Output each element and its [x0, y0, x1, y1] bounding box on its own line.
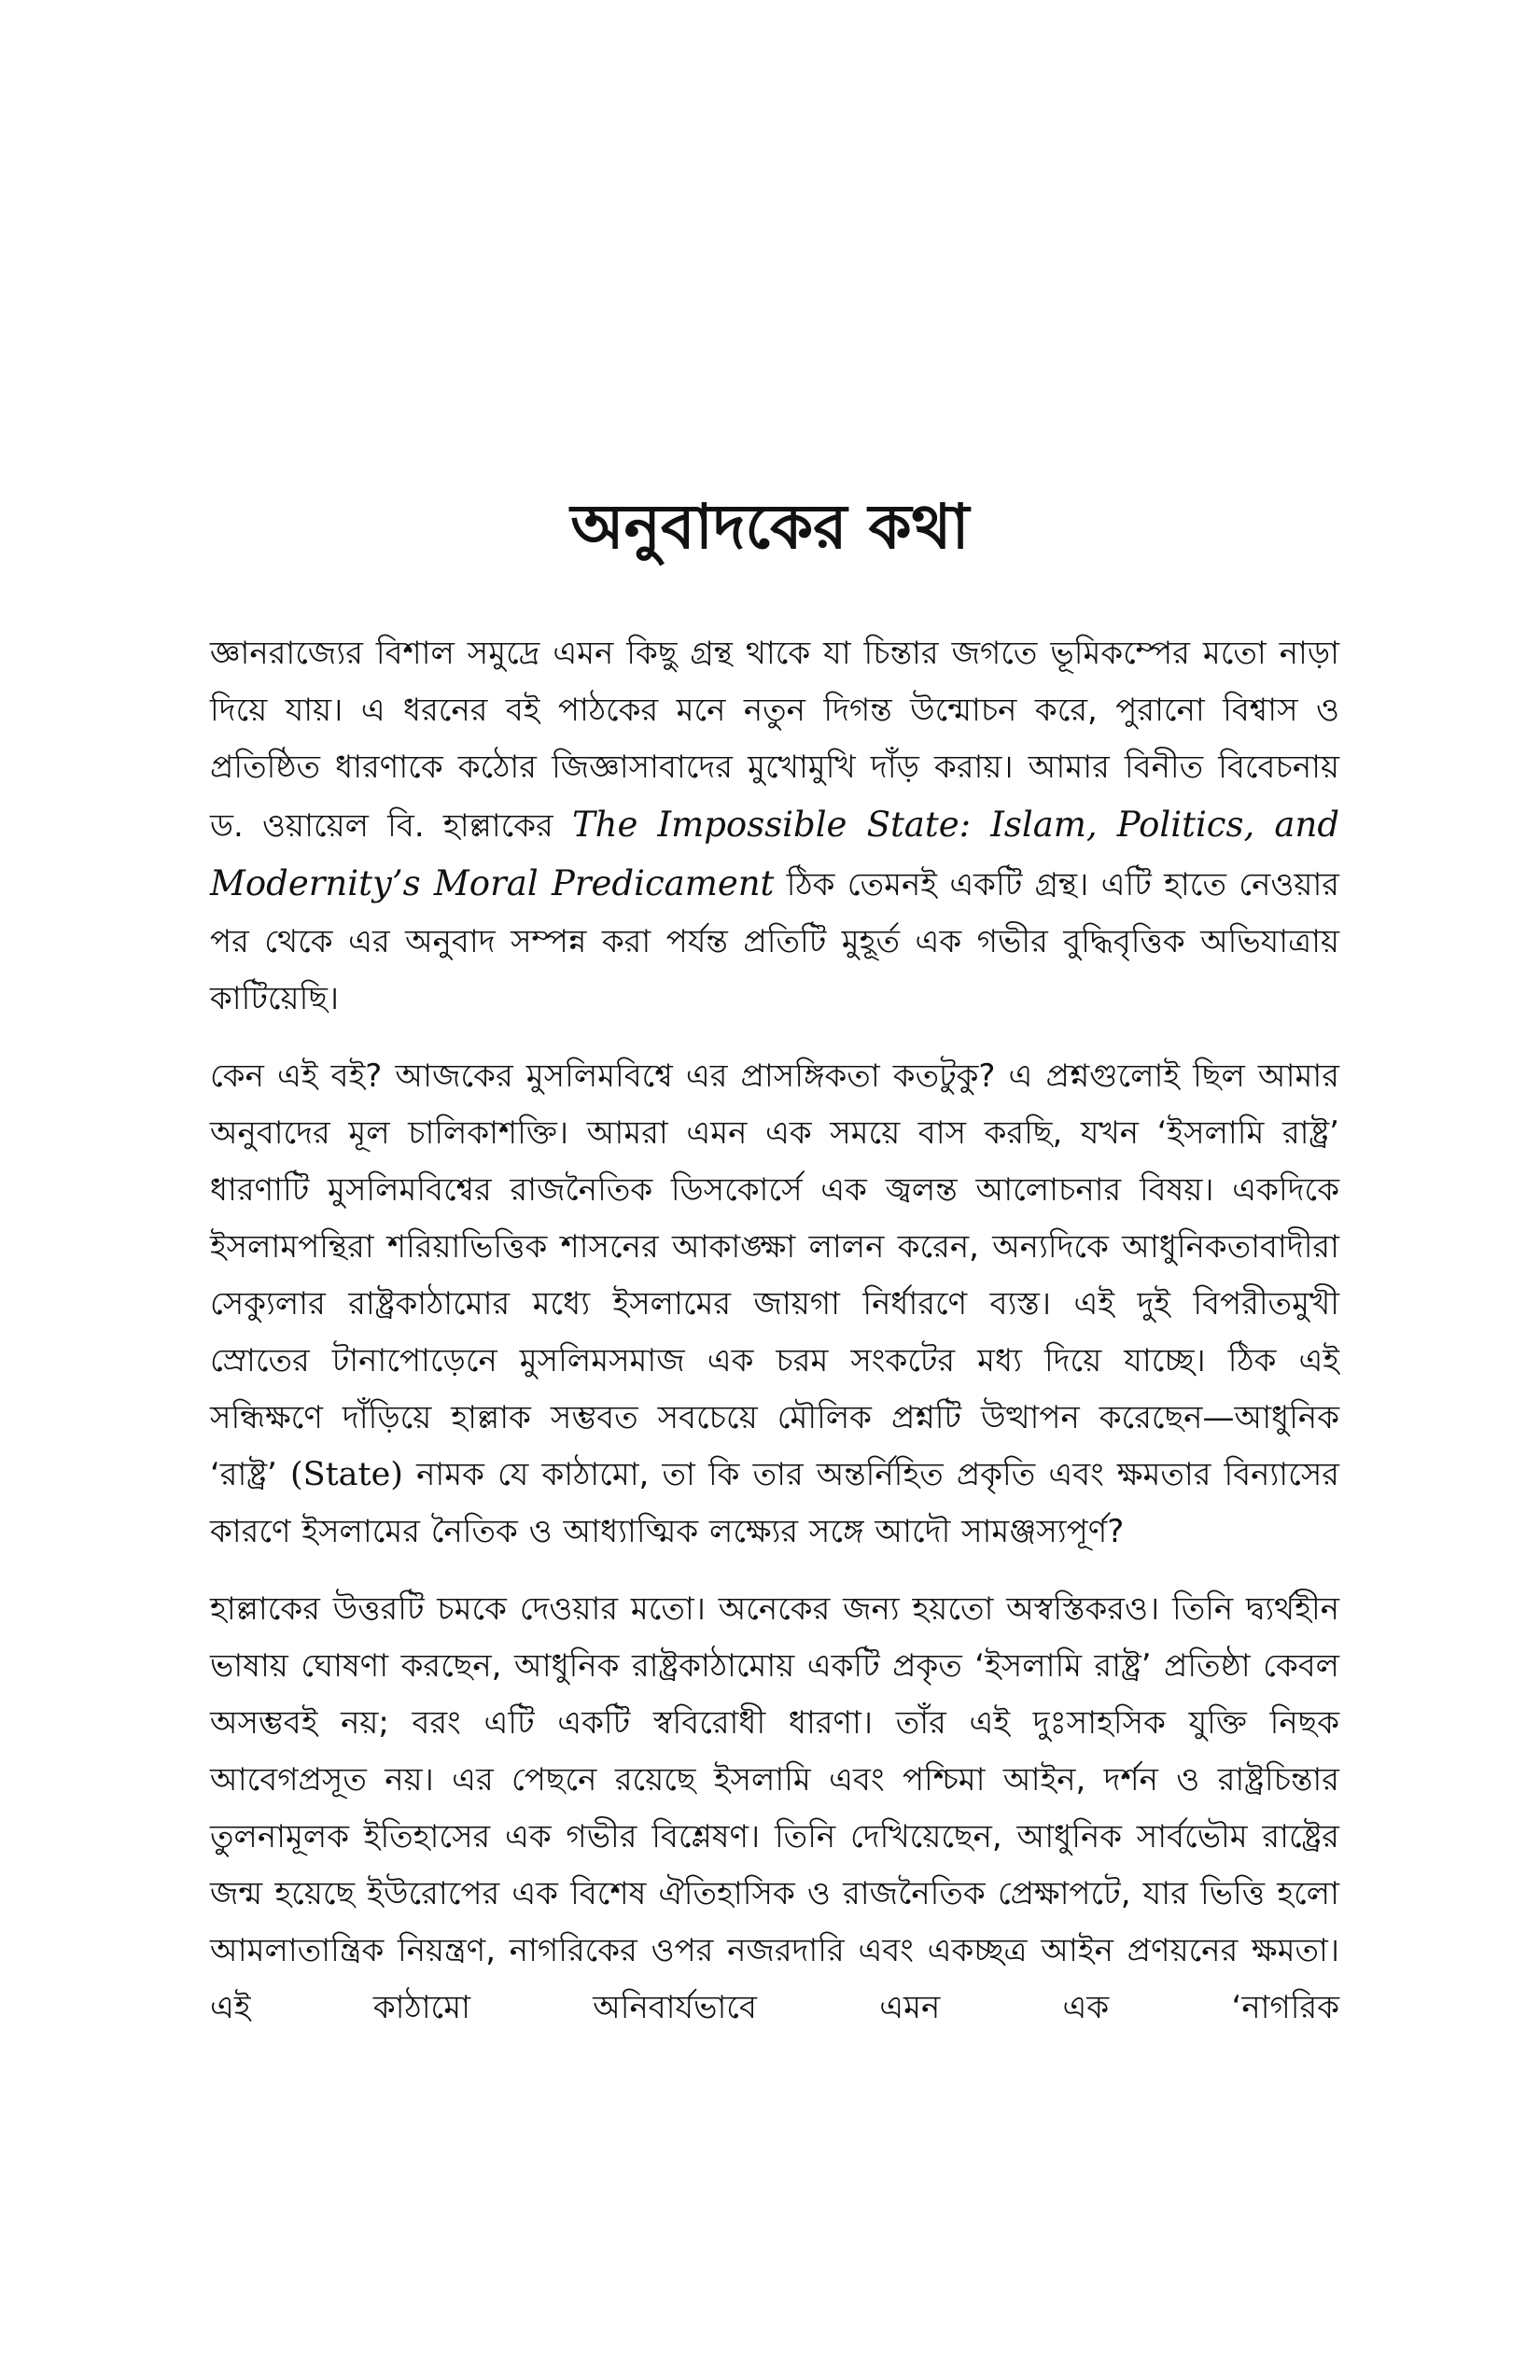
paragraph-2-text-b: নামক যে কাঠামো, তা কি তার অন্তর্নিহিত প্রকৃতি এবং ক্ষমতার বিন্যাসের কারণে ইসলামের নৈতিক ও আধ্যাত্মিক লক্ষ্যের সঙ্গে আদৌ সামঞ্জস্যপূর্ণ?	[210, 1456, 1339, 1550]
page-title: অনুবাদকের কথা	[570, 491, 970, 563]
paragraph-1	[210, 625, 1339, 1028]
paragraph-3-text: হাল্লাকের উত্তরটি চমকে দেওয়ার মতো। অনেকের জন্য হয়তো অস্বস্তিকরও। তিনি দ্ব্যর্থহীন ভাষায় ঘোষণা করছেন, আধুনিক রাষ্ট্রকাঠামোয় একটি প্রকৃত ‘ইসলামি রাষ্ট্র’ প্রতিষ্ঠা কেবল অসম্ভবই নয়; বরং এটি একটি স্ববিরোধী ধারণা। তাঁর এই দুঃসাহসিক যুক্তি নিছক আবেগপ্রসূত নয়। এর পেছনে রয়েছে ইসলামি এবং পশ্চিমা আইন, দর্শন ও রাষ্ট্রচিন্তার তুলনামূলক ইতিহাসের এক গভীর বিশ্লেষণ। তিনি দেখিয়েছেন, আধুনিক সার্বভৌম রাষ্ট্রের জন্ম হয়েছে ইউরোপের এক বিশেষ ঐতিহাসিক ও রাজনৈতিক প্রেক্ষাপটে, যার ভিত্তি হলো আমলাতান্ত্রিক নিয়ন্ত্রণ, নাগরিকের ওপর নজরদারি এবং একচ্ছত্র আইন প্রণয়নের ক্ষমতা। এই কাঠামো অনিবার্যভাবে এমন এক ‘নাগরিক	[210, 1590, 1339, 2026]
state-term: (State)	[289, 1456, 403, 1493]
paragraph-3	[210, 1581, 1339, 2037]
paragraph-1-text-b: ঠিক তেমনই একটি গ্রন্থ। এটি হাতে নেওয়ার পর থেকে এর অনুবাদ সম্পন্ন করা পর্যন্ত প্রতিটি মুহূর্ত এক গভীর বুদ্ধিবৃত্তিক অভিযাত্রায় কাটিয়েছি।	[210, 866, 1340, 1017]
book-title: The Impossible State: Islam, Politics, and Modernity’s Moral Predicament	[210, 805, 1340, 903]
paragraph-2	[210, 1048, 1339, 1561]
paragraph-2-text-a: কেন এই বই? আজকের মুসলিমবিশ্বে এর প্রাসঙ্গিকতা কতটুকু? এ প্রশ্নগুলোই ছিল আমার অনুবাদের মূল চালিকাশক্তি। আমরা এমন এক সময়ে বাস করছি, যখন ‘ইসলামি রাষ্ট্র’ ধারণাটি মুসলিমবিশ্বের রাজনৈতিক ডিসকোর্সে এক জ্বলন্ত আলোচনার বিষয়। একদিকে ইসলামপন্থিরা শরিয়াভিত্তিক শাসনের আকাঙ্ক্ষা লালন করেন, অন্যদিকে আধুনিকতাবাদীরা সেক্যুলার রাষ্ট্রকাঠামোর মধ্যে ইসলামের জায়গা নির্ধারণে ব্যস্ত। এই দুই বিপরীতমুখী স্রোতের টানাপোড়েনে মুসলিমসমাজ এক চরম সংকটের মধ্য দিয়ে যাচ্ছে। ঠিক এই সন্ধিক্ষণে দাঁড়িয়ে হাল্লাক সম্ভবত সবচেয়ে মৌলিক প্রশ্নটি উত্থাপন করেছেন—আধুনিক ‘রাষ্ট্র’	[210, 1057, 1339, 1493]
body-text	[210, 625, 1339, 2057]
paragraph-1-text-a: জ্ঞানরাজ্যের বিশাল সমুদ্রে এমন কিছু গ্রন্থ থাকে যা চিন্তার জগতে ভূমিকম্পের মতো নাড়া দিয়ে যায়। এ ধরনের বই পাঠকের মনে নতুন দিগন্ত উন্মোচন করে, পুরানো বিশ্বাস ও প্রতিষ্ঠিত ধারণাকে কঠোর জিজ্ঞাসাবাদের মুখোমুখি দাঁড় করায়। আমার বিনীত বিবেচনায় ড. ওয়ায়েল বি. হাল্লাকের	[210, 635, 1339, 845]
